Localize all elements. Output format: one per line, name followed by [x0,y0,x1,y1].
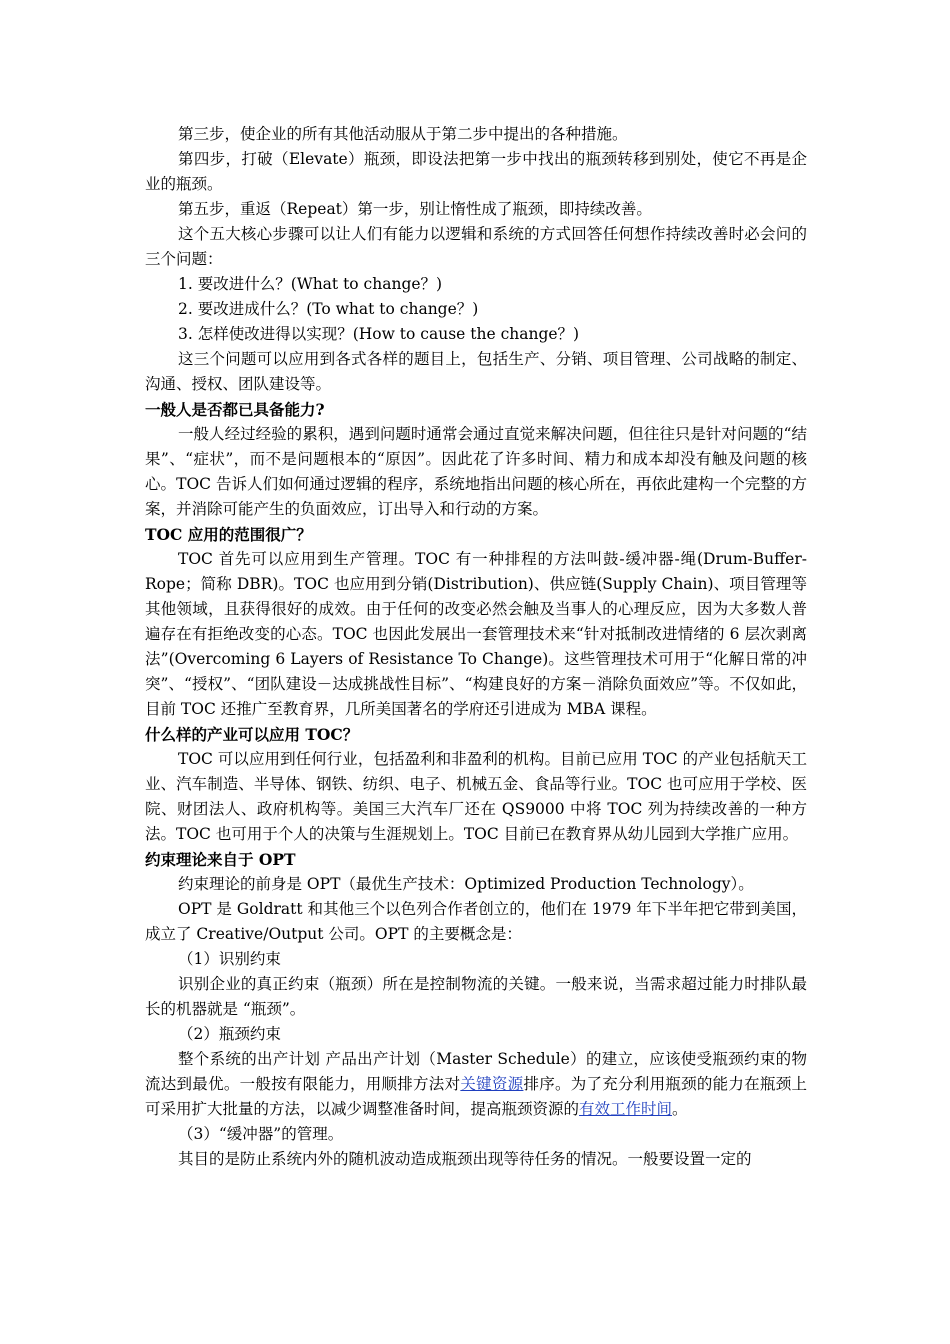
heading-toc-industries: 什么样的产业可以应用 TOC？ [145,725,359,744]
paragraph-opt-predecessor: 约束理论的前身是 OPT（最优生产技术：Optimized Production Technology）。 [178,875,754,893]
question-item-3: 3. 怎样使改进得以实现？(How to cause the change？) [178,325,580,343]
heading-ability: 一般人是否都已具备能力? [145,400,325,419]
paragraph-three-questions-intro: 这个五大核心步骤可以让人们有能力以逻辑和系统的方式回答任何想作持续改善时必会问的三个问题： [145,225,807,268]
subsection-buffer-management: （3）“缓冲器”的管理。 [178,1125,344,1143]
document-body [145,122,807,1172]
link-effective-working-time[interactable]: 有效工作时间 [579,1100,673,1118]
paragraph-opt-founders: OPT 是 Goldratt 和其他三个以色列合作者创立的，他们在 1979 年下半年把它带到美国，成立了 Creative/Output 公司。OPT 的主要概念是： [145,900,807,943]
subsection-bottleneck-constraint: （2）瓶颈约束 [178,1025,281,1043]
paragraph-ability: 一般人经过经验的累积，遇到问题时通常会通过直觉来解决问题，但往往只是针对问题的“结果”、“症状”，而不是问题根本的“原因”。因此花了许多时间、精力和成本却没有触及问题的核心。TOC 告诉人们如何通过逻辑的程序，系统地指出问题的核心所在，再依此建构一个完整的方案，并消除可能产生的负面效应，订出导入和行动的方案。 [145,425,807,518]
paragraph-step-five: 第五步，重返（Repeat）第一步，别让惰性成了瓶颈，即持续改善。 [178,200,652,218]
question-item-1: 1. 要改进什么？(What to change？) [178,275,443,293]
heading-opt-origin: 约束理论来自于 OPT [145,850,296,869]
paragraph-question-applications: 这三个问题可以应用到各式各样的题目上，包括生产、分销、项目管理、公司战略的制定、沟通、授权、团队建设等。 [145,350,807,393]
question-item-2: 2. 要改进成什么？(To what to change？) [178,300,479,318]
paragraph-identify-constraint: 识别企业的真正约束（瓶颈）所在是控制物流的关键。一般来说，当需求超过能力时排队最长的机器就是 “瓶颈”。 [145,975,807,1018]
paragraph-text: 。 [672,1100,688,1118]
paragraph-toc-scope: TOC 首先可以应用到生产管理。TOC 有一种排程的方法叫鼓-缓冲器-绳(Drum-Buffer-Rope；简称 DBR)。TOC 也应用到分销(Distribution)、供应链(Supply Chain)、项目管理等其他领域，且获得很好的成效。由于任何的改变必然会触及当事人的心理反应，因为大多数人普遍存在有拒绝改变的心态。TOC 也因此发展出一套管理技术来“针对抵制改进情绪的 6 层次剥离法”(Overcoming 6 Layers of Resistance To Change)。这些管理技术可用于“化解日常的冲突”、“授权”、“团队建设－达成挑战性目标”、“构建良好的方案－消除负面效应”等。不仅如此，目前 TOC 还推广至教育界，几所美国著名的学府还引进成为 MBA 课程。 [145,550,807,718]
subsection-identify-constraint: （1）识别约束 [178,950,281,968]
heading-toc-scope: TOC 应用的范围很广？ [145,525,312,544]
paragraph-text: 整个系统的出产计划 产品出产计划（Master Schedule）的建立，应该使受瓶颈约束的物流达到最优。一般按有限能力，用顺排方法对 [145,1050,807,1093]
link-key-resource[interactable]: 关键资源 [460,1075,524,1093]
paragraph-step-four: 第四步，打破（Elevate）瓶颈，即设法把第一步中找出的瓶颈转移到别处，使它不再是企业的瓶颈。 [145,150,807,193]
paragraph-buffer-management: 其目的是防止系统内外的随机波动造成瓶颈出现等待任务的情况。一般要设置一定的 [178,1150,752,1168]
paragraph-step-three: 第三步，使企业的所有其他活动服从于第二步中提出的各种措施。 [178,125,628,143]
paragraph-text: 排序。为了充分利用瓶颈的能力在瓶颈上可采用扩大批量的方法，以减少调整准备时间，提高瓶颈资源的 [145,1075,807,1118]
paragraph-bottleneck-constraint [145,1047,807,1122]
paragraph-toc-industries: TOC 可以应用到任何行业，包括盈利和非盈利的机构。目前已应用 TOC 的产业包括航天工业、汽车制造、半导体、钢铁、纺织、电子、机械五金、食品等行业。TOC 也可应用于学校、医院、财团法人、政府机构等。美国三大汽车厂还在 QS9000 中将 TOC 列为持续改善的一种方法。TOC 也可用于个人的决策与生涯规划上。TOC 目前已在教育界从幼儿园到大学推广应用。 [145,750,807,843]
